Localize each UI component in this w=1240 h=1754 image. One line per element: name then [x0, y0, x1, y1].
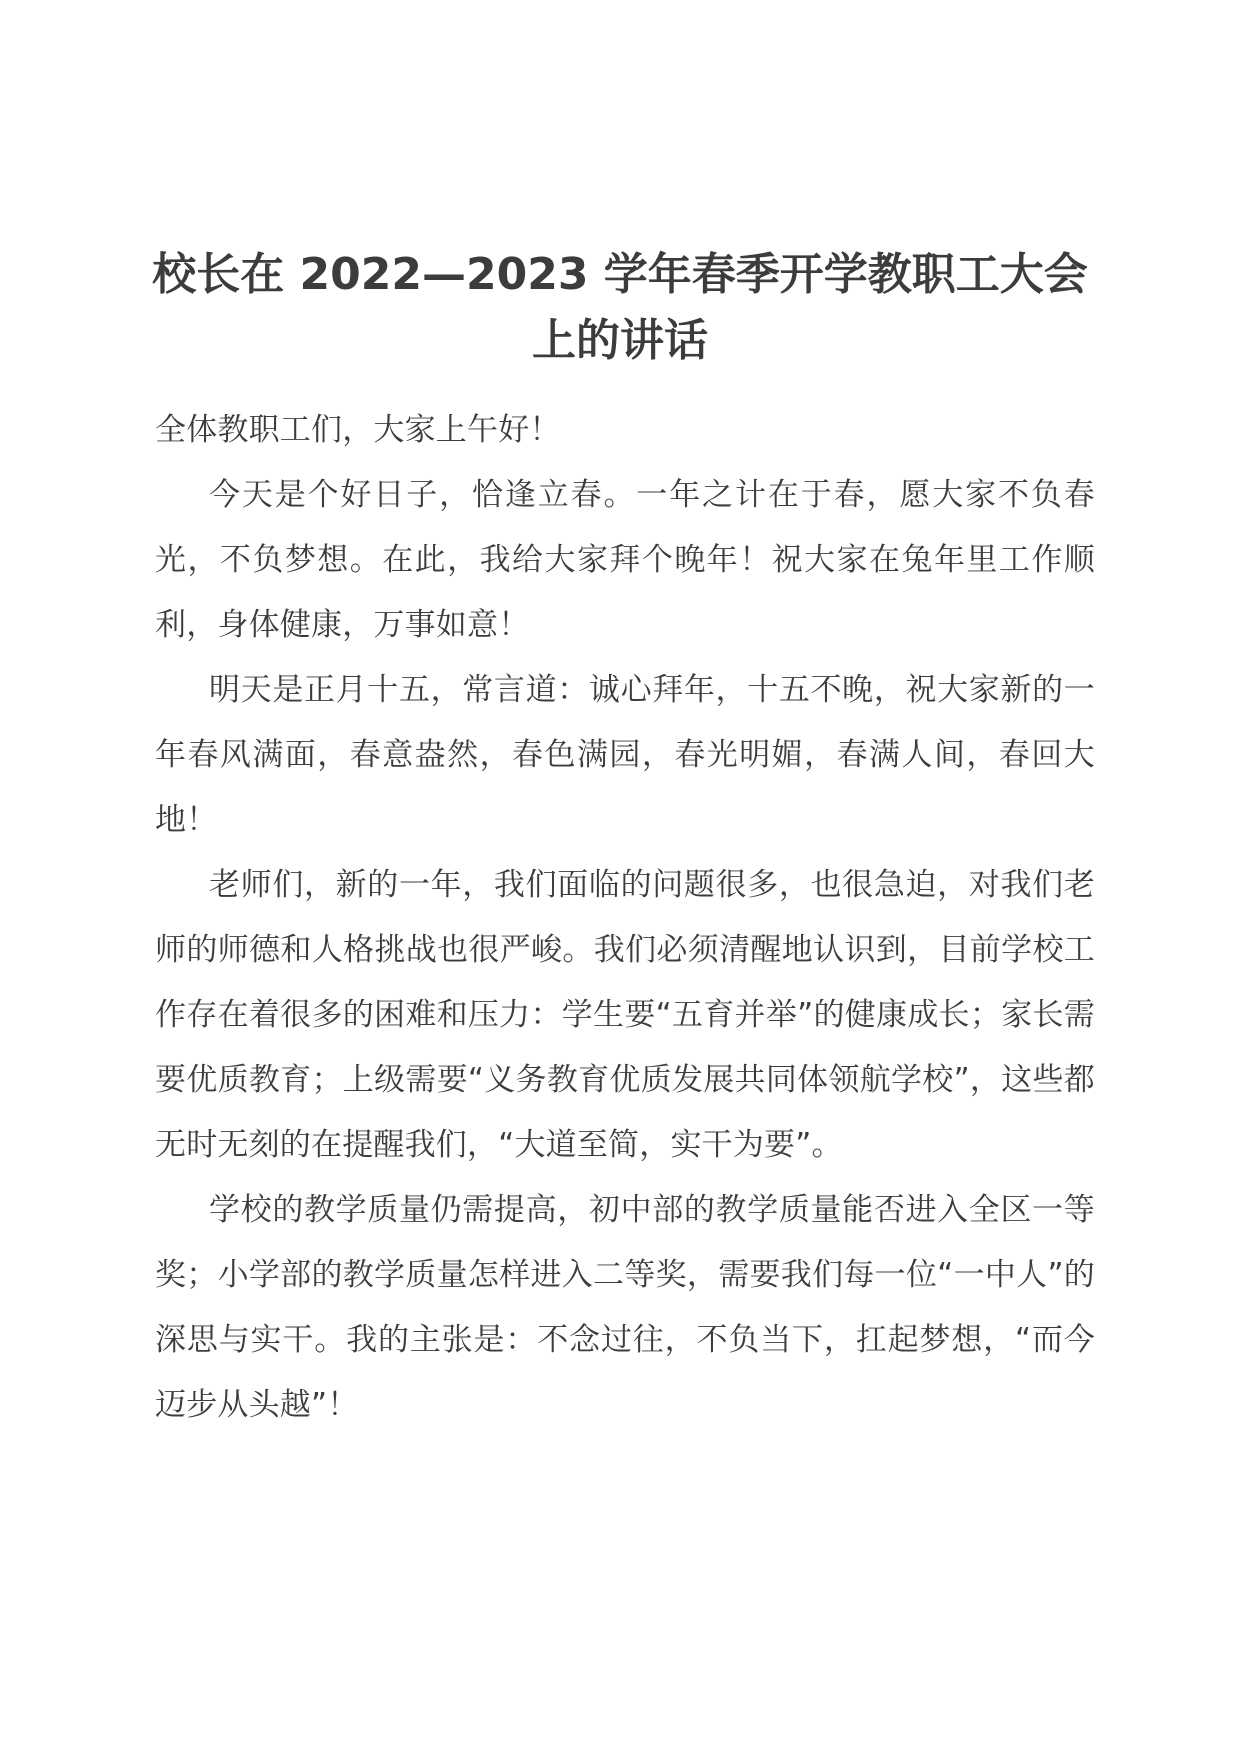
greeting-paragraph: 全体教职工们，大家上午好！ — [155, 412, 561, 448]
body-paragraph: 老师们，新的一年，我们面临的问题很多，也很急迫，对我们老师的师德和人格挑战也很严峻。我们必须清醒地认识到，目前学校工作存在着很多的困难和压力：学生要“五育并举”的健康成长；家长需要优质教育；上级需要“义务教育优质发展共同体领航学校”，这些都无时无刻的在提醒我们，“大道至简，实干为要”。 — [155, 867, 1095, 1163]
body-paragraph: 今天是个好日子，恰逢立春。一年之计在于春，愿大家不负春光，不负梦想。在此，我给大家拜个晚年！祝大家在兔年里工作顺利，身体健康，万事如意！ — [155, 477, 1095, 643]
document-title: 校长在 2022—2023 学年春季开学教职工大会上的讲话 — [152, 249, 1088, 366]
body-paragraph: 明天是正月十五，常言道：诚心拜年，十五不晚，祝大家新的一年春风满面，春意盎然，春色满园，春光明媚，春满人间，春回大地！ — [155, 672, 1095, 838]
body-paragraph: 学校的教学质量仍需提高，初中部的教学质量能否进入全区一等奖；小学部的教学质量怎样进入二等奖，需要我们每一位“一中人”的深思与实干。我的主张是：不念过往，不负当下，扛起梦想，“而今迈步从头越”！ — [155, 1192, 1095, 1423]
document-body — [155, 398, 1095, 1438]
